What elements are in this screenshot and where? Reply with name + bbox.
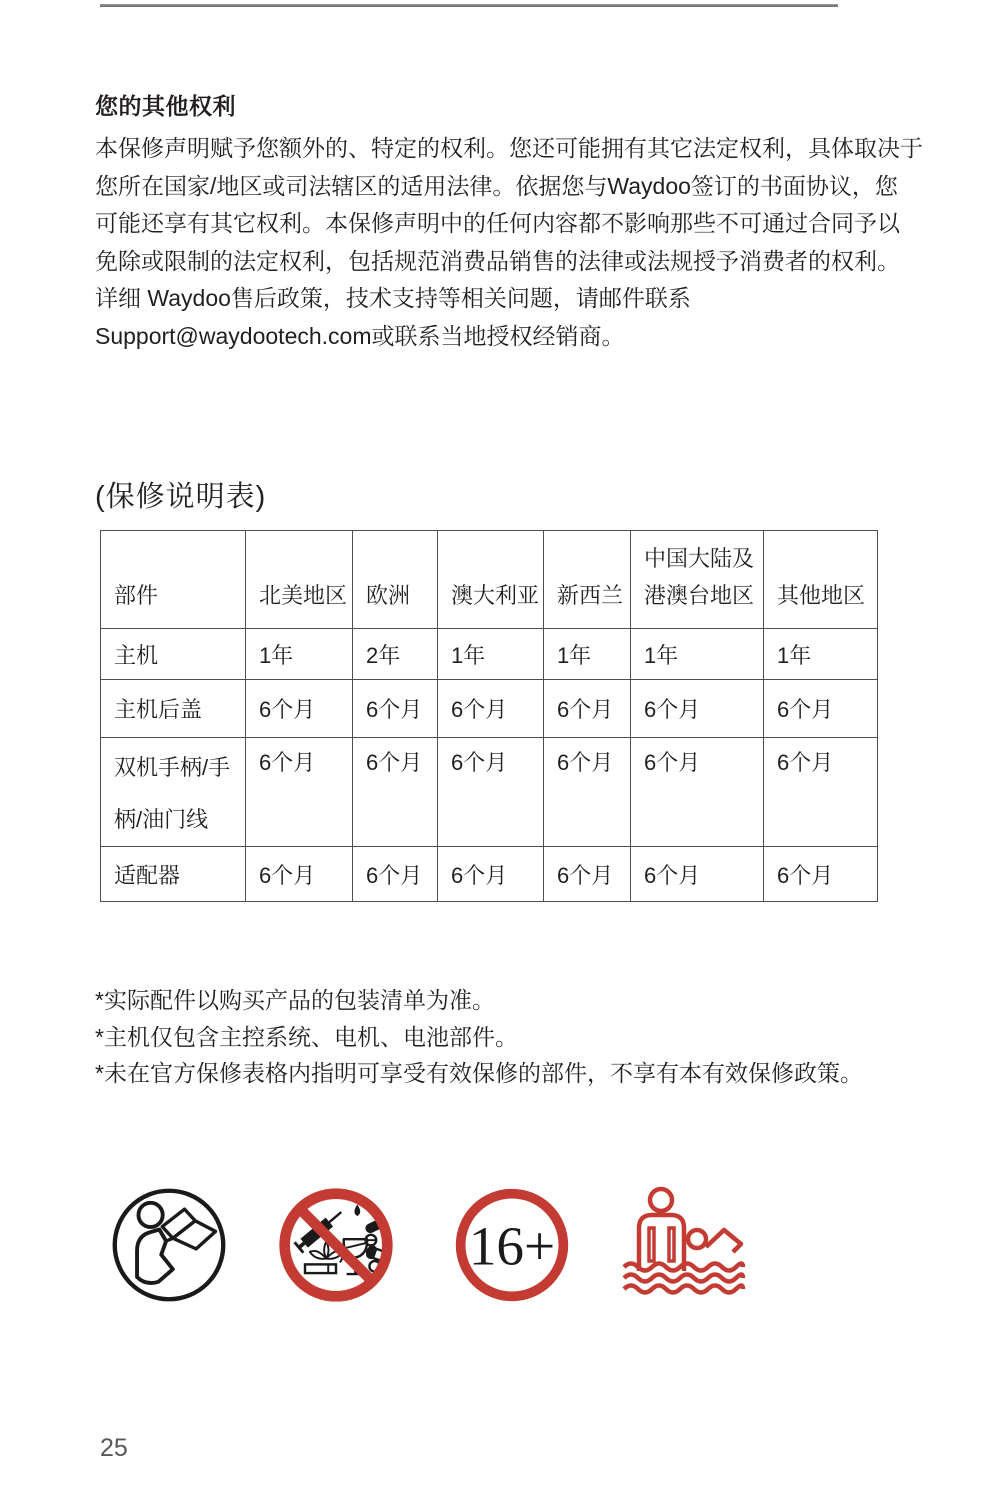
- column-header-part: 部件: [101, 531, 246, 629]
- warranty-period-cell: 6个月: [246, 738, 353, 847]
- paragraph-line: 可能还享有其它权利。本保修声明中的任何内容都不影响那些不可通过合同予以: [95, 210, 900, 237]
- warranty-period-cell: 6个月: [544, 738, 631, 847]
- paragraph-line: Support@waydootech.com或联系当地授权经销商。: [95, 322, 625, 349]
- warranty-paragraph: [95, 130, 923, 356]
- warranty-period-cell: 6个月: [438, 847, 544, 902]
- column-header-other: 其他地区: [764, 531, 878, 629]
- page-number: 25: [100, 1434, 128, 1462]
- warranty-period-cell: 1年: [246, 629, 353, 680]
- no-drugs-alcohol-icon: [274, 1183, 398, 1307]
- footnote: *未在官方保修表格内指明可享受有效保修的部件，不享有本有效保修政策。: [95, 1060, 863, 1086]
- warranty-table: [100, 530, 878, 902]
- warranty-period-cell: 6个月: [438, 738, 544, 847]
- warranty-period-cell: 6个月: [246, 680, 353, 738]
- warranty-period-cell: 6个月: [544, 680, 631, 738]
- column-header-europe: 欧洲: [353, 531, 438, 629]
- warranty-period-cell: 6个月: [631, 680, 764, 738]
- warranty-period-cell: 6个月: [764, 847, 878, 902]
- table-row: [101, 738, 878, 847]
- column-header-north-america: 北美地区: [246, 531, 353, 629]
- section-title: 您的其他权利: [95, 93, 236, 119]
- warranty-period-cell: 6个月: [631, 847, 764, 902]
- warranty-period-cell: 6个月: [246, 847, 353, 902]
- warranty-period-cell: 6个月: [438, 680, 544, 738]
- warranty-period-cell: 6个月: [353, 738, 438, 847]
- part-name-cell: 主机: [101, 629, 246, 680]
- swim-supervision-icon: [612, 1183, 752, 1307]
- warranty-period-cell: 2年: [353, 629, 438, 680]
- warranty-period-cell: 6个月: [544, 847, 631, 902]
- age-restriction-label: 16+: [468, 1215, 556, 1277]
- warranty-period-cell: 1年: [764, 629, 878, 680]
- paragraph-line: 您所在国家/地区或司法辖区的适用法律。依据您与Waydoo签订的书面协议，您: [95, 172, 898, 199]
- column-header-australia: 澳大利亚: [438, 531, 544, 629]
- header-rule: [100, 4, 838, 7]
- table-header-row: [101, 531, 878, 629]
- table-row: [101, 680, 878, 738]
- column-header-china: 中国大陆及港澳台地区: [631, 531, 764, 629]
- footnote: *主机仅包含主控系统、电机、电池部件。: [95, 1023, 518, 1050]
- warranty-period-cell: 1年: [438, 629, 544, 680]
- warranty-period-cell: 1年: [631, 629, 764, 680]
- column-header-new-zealand: 新西兰: [544, 531, 631, 629]
- warranty-table-caption: (保修说明表): [95, 481, 267, 513]
- part-name-cell: 适配器: [101, 847, 246, 902]
- warranty-period-cell: 1年: [544, 629, 631, 680]
- warranty-period-cell: 6个月: [353, 680, 438, 738]
- warranty-period-cell: 6个月: [353, 847, 438, 902]
- read-manual-icon: [107, 1183, 231, 1307]
- warranty-period-cell: 6个月: [764, 738, 878, 847]
- warranty-period-cell: 6个月: [631, 738, 764, 847]
- footnote: *实际配件以购买产品的包装清单为准。: [95, 987, 495, 1013]
- table-row: [101, 847, 878, 902]
- table-row: [101, 629, 878, 680]
- age-restriction-icon: [450, 1183, 574, 1307]
- footnotes: [95, 982, 975, 1092]
- part-name-cell: 双机手柄/手柄/油门线: [101, 738, 246, 847]
- paragraph-line: 本保修声明赋予您额外的、特定的权利。您还可能拥有其它法定权利，具体取决于: [95, 135, 923, 161]
- warranty-period-cell: 6个月: [764, 680, 878, 738]
- part-name-cell: 主机后盖: [101, 680, 246, 738]
- paragraph-line: 详细 Waydoo售后政策，技术支持等相关问题，请邮件联系: [95, 285, 691, 312]
- paragraph-line: 免除或限制的法定权利，包括规范消费品销售的法律或法规授予消费者的权利。: [95, 247, 900, 274]
